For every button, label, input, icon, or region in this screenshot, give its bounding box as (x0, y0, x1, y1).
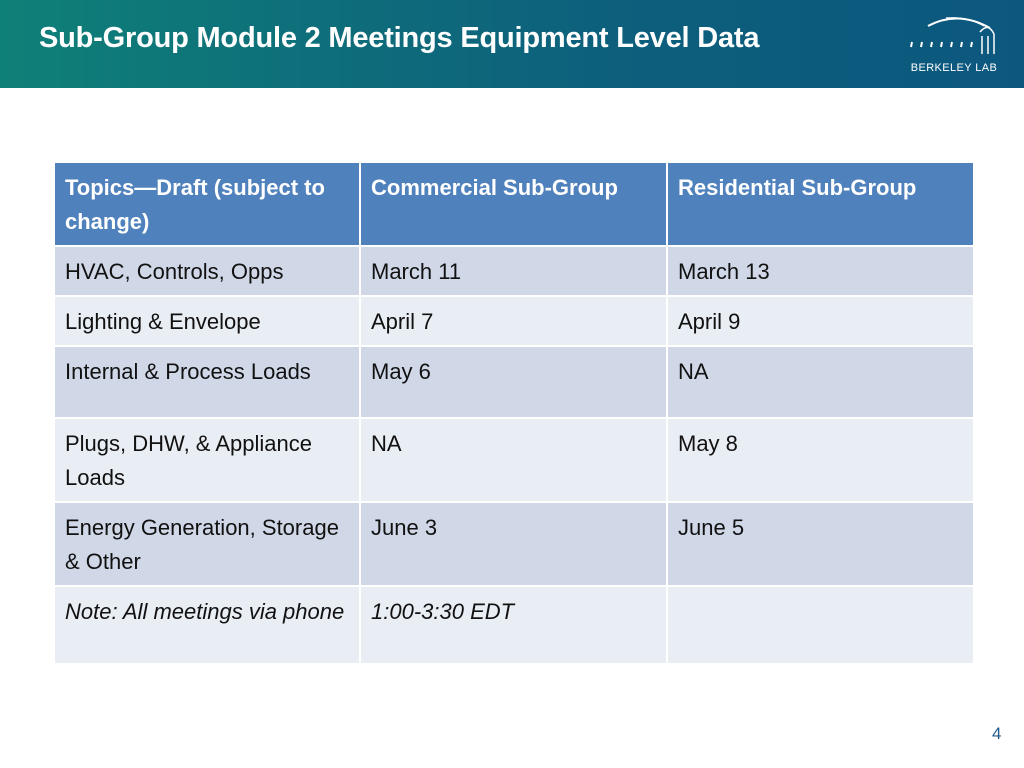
topic-cell: Lighting & Envelope (54, 296, 360, 346)
table-row-note (54, 586, 974, 664)
commercial-date-cell: NA (360, 418, 667, 502)
commercial-date-cell: June 3 (360, 502, 667, 586)
commercial-date-cell: April 7 (360, 296, 667, 346)
column-header-topics: Topics—Draft (subject to change) (54, 162, 360, 246)
note-cell: Note: All meetings via phone (54, 586, 360, 664)
residential-date-cell: April 9 (667, 296, 974, 346)
residential-date-cell: March 13 (667, 246, 974, 296)
residential-date-cell: NA (667, 346, 974, 418)
meeting-time-cell: 1:00-3:30 EDT (360, 586, 667, 664)
topic-cell: Internal & Process Loads (54, 346, 360, 418)
table-row (54, 246, 974, 296)
berkeley-lab-logo-icon (906, 12, 1002, 62)
column-header-commercial: Commercial Sub-Group (360, 162, 667, 246)
table-row (54, 418, 974, 502)
residential-date-cell: May 8 (667, 418, 974, 502)
table-row (54, 296, 974, 346)
meeting-schedule-table (53, 161, 975, 665)
topic-cell: Energy Generation, Storage & Other (54, 502, 360, 586)
table-row (54, 346, 974, 418)
commercial-date-cell: March 11 (360, 246, 667, 296)
topic-cell: Plugs, DHW, & Appliance Loads (54, 418, 360, 502)
empty-cell (667, 586, 974, 664)
table-header-row (54, 162, 974, 246)
slide-title: Sub-Group Module 2 Meetings Equipment Level Data (39, 22, 760, 54)
topic-cell: HVAC, Controls, Opps (54, 246, 360, 296)
residential-date-cell: June 5 (667, 502, 974, 586)
berkeley-lab-logo (906, 12, 1002, 78)
title-bar (0, 0, 1024, 88)
commercial-date-cell: May 6 (360, 346, 667, 418)
table-row (54, 502, 974, 586)
column-header-residential: Residential Sub-Group (667, 162, 974, 246)
logo-text: BERKELEY LAB (910, 62, 998, 74)
page-number: 4 (992, 724, 1002, 743)
